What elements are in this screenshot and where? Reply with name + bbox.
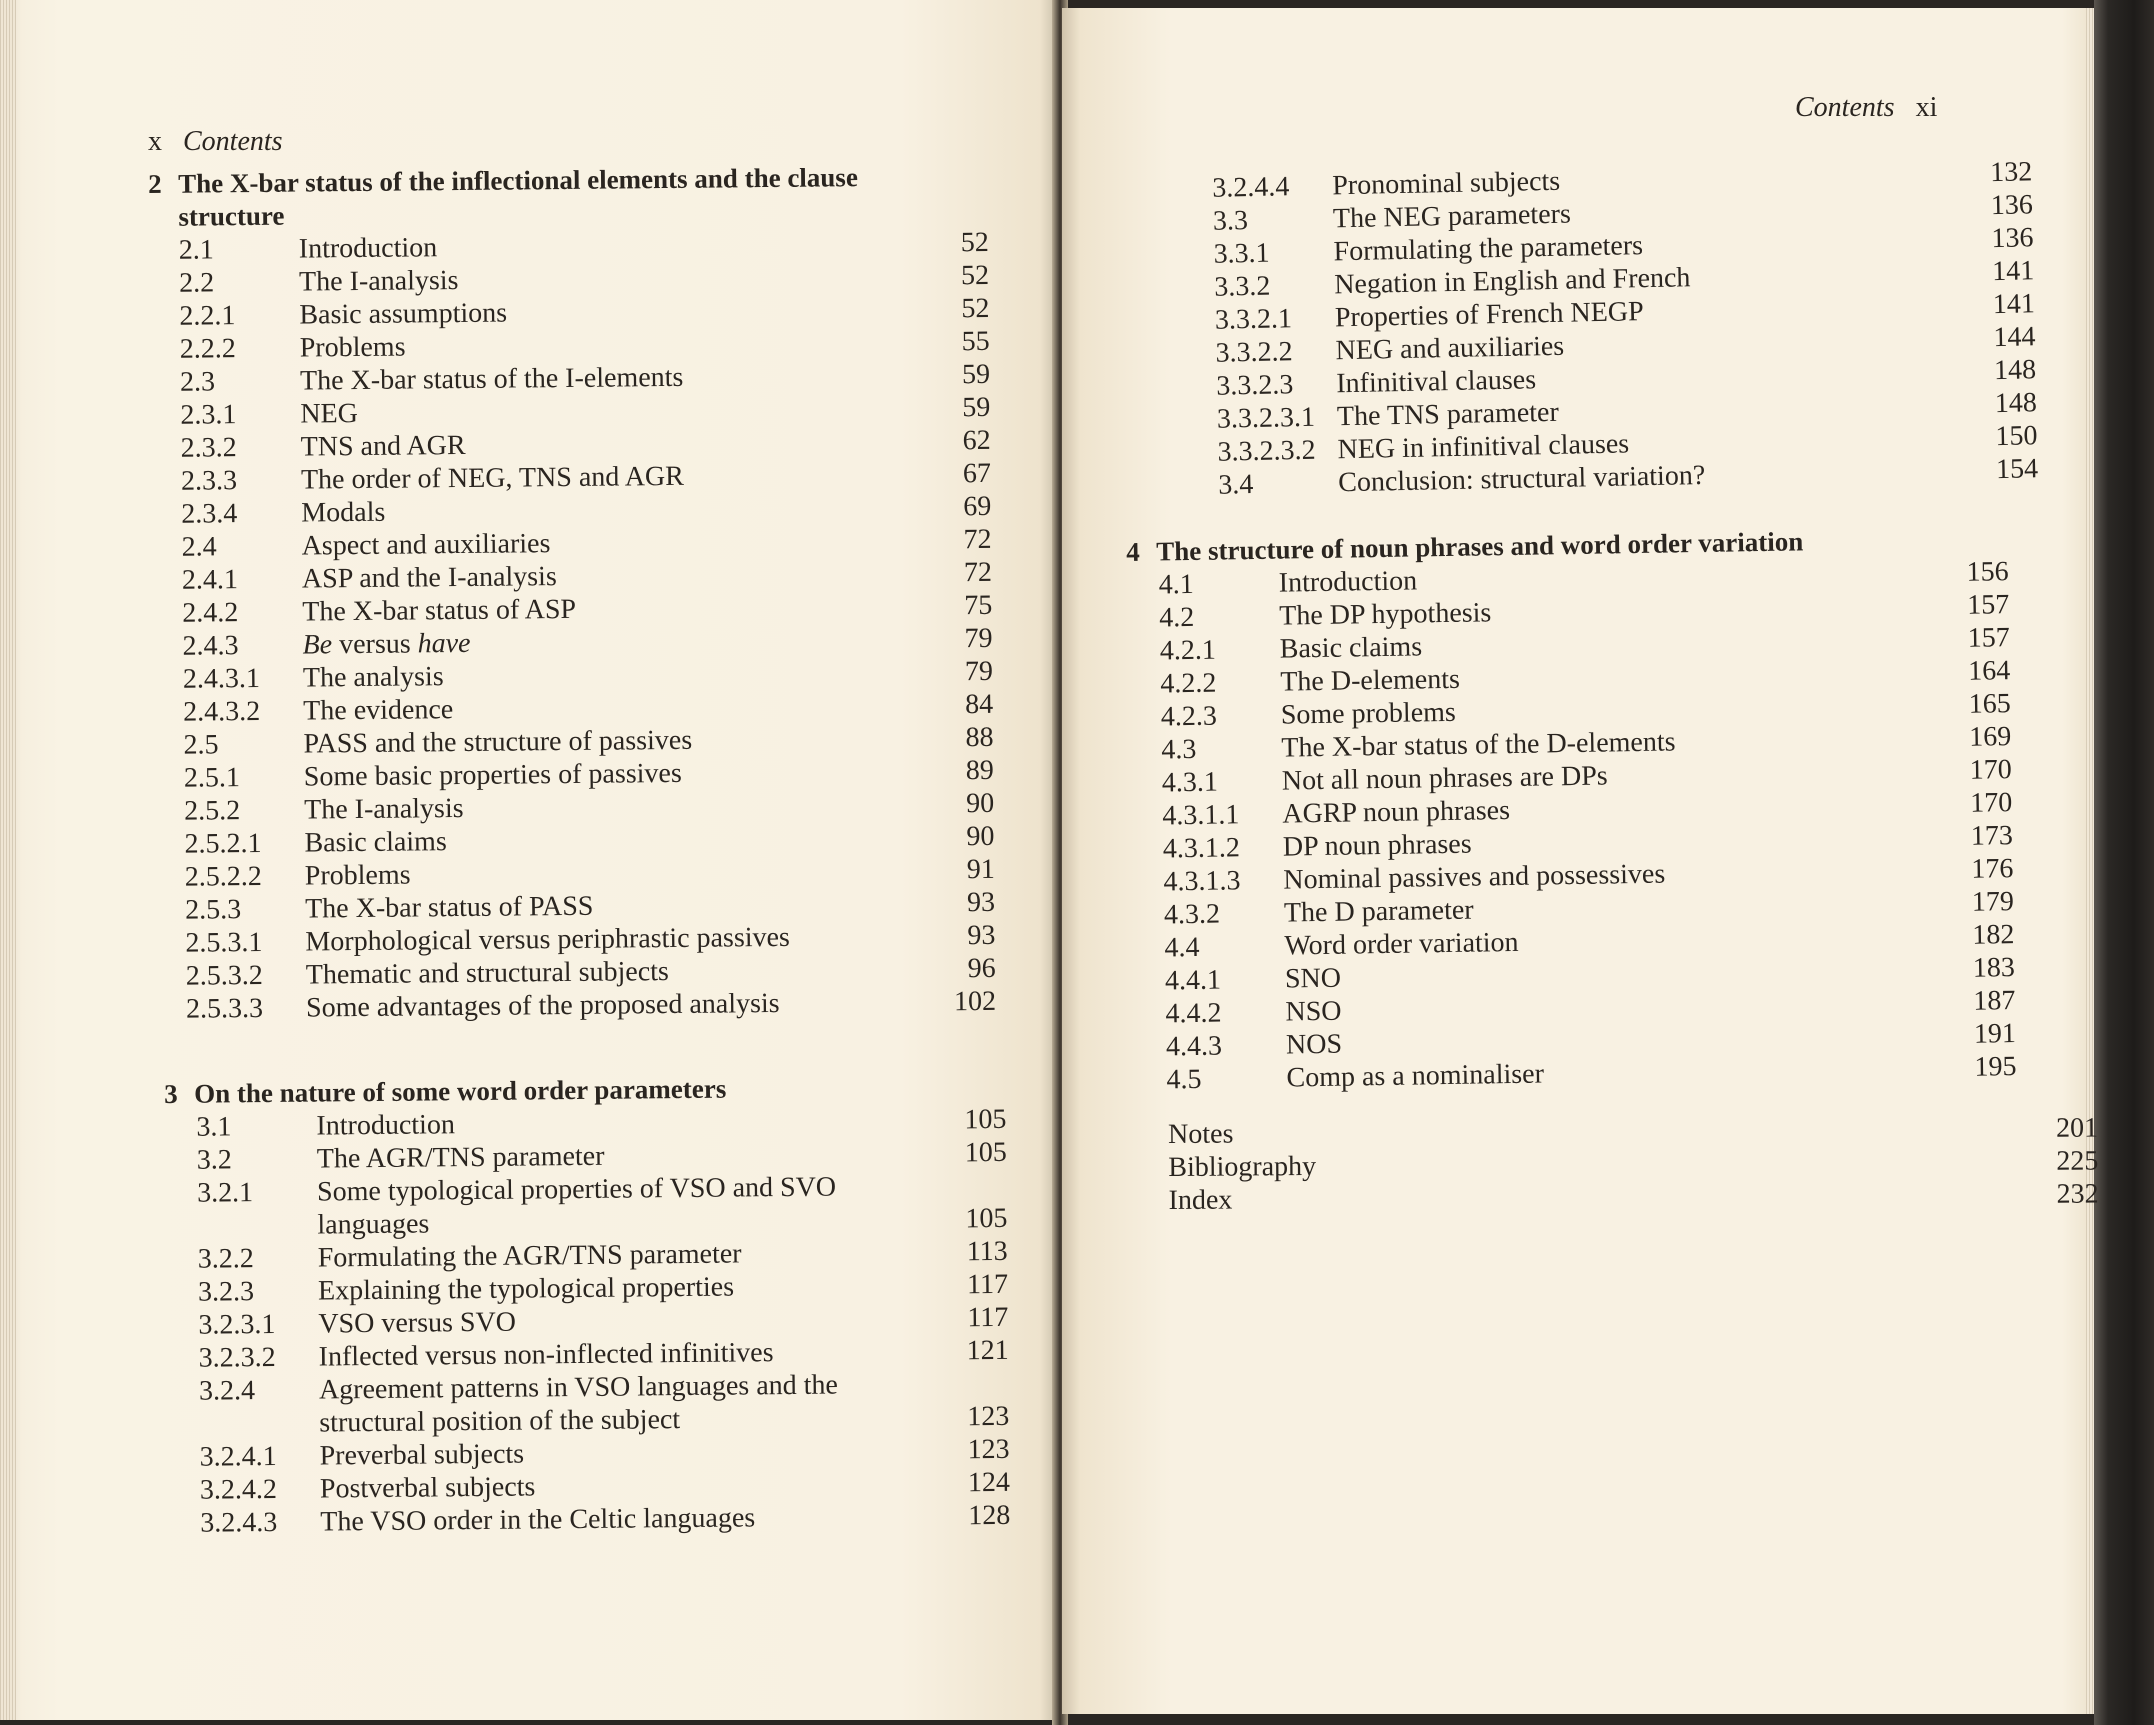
section-number: 3.3.2.2 (1215, 336, 1293, 369)
section-number: 3.2.4 (198, 1375, 256, 1407)
page-number: 156 (1966, 556, 2009, 588)
page-number: 179 (1971, 886, 2015, 918)
section-number: 3.2.3 (197, 1276, 255, 1308)
section-title: Introduction (298, 232, 438, 265)
section-title: Infinitival clauses (1335, 364, 1537, 400)
page-number: 90 (966, 820, 995, 853)
section-number: 4.4.3 (1165, 1030, 1223, 1063)
chapter-4-block (1126, 522, 2015, 1097)
section-number: 2.2 (178, 267, 215, 299)
toc-entry (197, 1169, 1026, 1243)
page-number: 96 (967, 952, 996, 985)
section-number: 2.3 (179, 366, 216, 398)
section-title: Index (1168, 1184, 1233, 1216)
section-number: 2.4 (181, 531, 217, 563)
section-title: Notes (1168, 1118, 1234, 1150)
page-number: 105 (964, 1103, 1007, 1136)
page-number: 123 (967, 1433, 1010, 1466)
section-number: 2.5.1 (183, 762, 241, 794)
section-number: 4.4.1 (1164, 964, 1222, 997)
title-part: versus (331, 628, 418, 661)
section-title: Problems (304, 859, 411, 892)
page-number: 136 (1990, 189, 2034, 222)
page-number: 148 (1994, 387, 2038, 420)
section-title: Inflected versus non-inflected infinitives (318, 1337, 774, 1373)
section-number: 3.2.4.2 (199, 1473, 278, 1506)
page-number: 75 (964, 589, 993, 622)
title-part: have (417, 627, 471, 660)
section-number: 2.5.3.3 (185, 992, 264, 1025)
section-title: The I-analysis (298, 265, 459, 298)
section-title: TNS and AGR (300, 429, 466, 463)
section-title: Postverbal subjects (319, 1471, 536, 1505)
page-number: 176 (1971, 853, 2014, 885)
page-number: 195 (1974, 1051, 2017, 1083)
section-number: 4.1 (1158, 568, 1195, 601)
page-number: 59 (961, 358, 991, 391)
section-number: 2.4.3.1 (182, 662, 261, 695)
left-page (0, 0, 1058, 1720)
chapter-number: 4 (1126, 536, 1140, 567)
section-title: The NEG parameters (1332, 198, 1572, 235)
page-number: 232 (2056, 1178, 2099, 1210)
section-number: 2.3.3 (180, 465, 238, 497)
section-number: 2.2.1 (179, 300, 236, 332)
section-number: 2.5.2.2 (184, 860, 262, 893)
section-number: 3.1 (196, 1111, 232, 1143)
running-head-left (148, 126, 283, 158)
title-part: Be (302, 629, 333, 661)
section-number: 2.3.4 (181, 498, 238, 530)
page-number: 79 (964, 655, 994, 688)
section-number: 2.5.2 (184, 795, 241, 827)
page-number: 128 (968, 1499, 1011, 1532)
section-number: 4.3.2 (1163, 898, 1221, 931)
section-title: Formulating the AGR/TNS parameter (317, 1238, 742, 1274)
section-title: Formulating the parameters (1333, 230, 1644, 268)
section-title: The D parameter (1283, 894, 1474, 929)
page-number: 170 (1970, 787, 2013, 819)
chapter-3-entries (196, 1103, 1028, 1540)
section-title: Nominal passives and possessives (1283, 858, 1666, 896)
folio: x (148, 126, 162, 157)
section-number: 3.3.2 (1213, 270, 1271, 303)
page-number: 79 (964, 622, 993, 655)
chapter-title-line2: structure (178, 200, 285, 232)
section-number: 2.4.1 (181, 564, 239, 596)
section-number: 4.4.2 (1165, 997, 1222, 1030)
section-number: 2.5.3.2 (185, 959, 263, 992)
page-number: 72 (963, 523, 992, 556)
section-title: The analysis (302, 661, 444, 694)
section-number: 4.2.1 (1159, 634, 1217, 667)
section-title: NEG in infinitival clauses (1337, 428, 1630, 466)
page-number: 169 (1969, 721, 2012, 753)
page-number: 59 (962, 391, 991, 424)
chapter-title-text: The structure of noun phrases and word order variation (1156, 526, 1804, 567)
section-number: 3.3.2.3 (1215, 369, 1294, 402)
page-number: 55 (961, 325, 990, 358)
section-title: NEG and auxiliaries (1335, 330, 1565, 367)
page-number: 136 (1991, 222, 2034, 255)
page-number: 154 (1995, 453, 2039, 486)
section-number: 2.3.2 (180, 432, 237, 464)
section-number: 3.3.1 (1213, 237, 1270, 270)
page-number: 187 (1973, 985, 2016, 1017)
section-title: Thematic and structural subjects (305, 956, 669, 991)
page-edges (2086, 8, 2094, 1714)
section-title: The TNS parameter (1336, 396, 1560, 433)
section-title: Explaining the typological properties (317, 1271, 735, 1307)
section-title: Some advantages of the proposed analysis (305, 987, 780, 1024)
section-number: 2.4.2 (182, 597, 239, 629)
chapter-2-title (148, 160, 1009, 234)
page-number: 105 (964, 1136, 1007, 1169)
page-number: 144 (1993, 321, 2036, 354)
section-title: VSO versus SVO (318, 1306, 517, 1340)
section-title: Morphological versus periphrastic passives (305, 921, 791, 958)
page-number: 52 (960, 226, 989, 259)
chapter-3-continued-block (1150, 155, 2039, 503)
section-number: 4.2 (1159, 601, 1195, 634)
section-title: PASS and the structure of passives (303, 724, 693, 760)
page-number: 132 (1989, 156, 2033, 189)
section-title: Agreement patterns in VSO languages and the structural position of the subject (318, 1369, 839, 1439)
section-number: 3.2.1 (196, 1177, 254, 1209)
section-title: Aspect and auxiliaries (301, 528, 551, 562)
page-number: 183 (1972, 952, 2016, 984)
section-title: Basic assumptions (299, 297, 508, 331)
page-number: 150 (1995, 420, 2038, 453)
section-number: 3.2.2 (197, 1243, 254, 1275)
page-number: 62 (962, 424, 991, 457)
section-number: 2.4.3 (182, 630, 239, 662)
section-title: NOS (1285, 1028, 1343, 1061)
section-number: 3.3.2.1 (1214, 303, 1293, 336)
page-number: 148 (1993, 354, 2037, 387)
section-title: Problems (299, 331, 406, 364)
page-number: 165 (1968, 688, 2011, 720)
section-title (302, 627, 470, 662)
page-number: 117 (966, 1268, 1009, 1301)
page-number: 93 (966, 886, 996, 919)
toc-entry (199, 1367, 1028, 1441)
page-number: 113 (966, 1235, 1008, 1268)
section-number: 2.2.2 (179, 333, 236, 365)
page-number: 164 (1967, 655, 2011, 687)
section-title: Conclusion: structural variation? (1337, 459, 1706, 499)
chapter-4-entries (1159, 555, 2015, 1096)
section-title: AGRP noun phrases (1282, 795, 1511, 830)
section-number: 4.3 (1161, 733, 1197, 766)
page-number: 182 (1972, 919, 2015, 951)
section-number: 2.1 (178, 234, 214, 266)
section-number: 2.5.2.1 (184, 827, 262, 860)
section-title: Preverbal subjects (319, 1438, 525, 1472)
folio: xi (1915, 92, 1938, 123)
section-title: Properties of French NEGP (1334, 296, 1644, 334)
page-number: 141 (1991, 255, 2035, 288)
page-number: 157 (1966, 589, 2010, 621)
section-title: Some basic properties of passives (303, 757, 682, 793)
page-number: 124 (967, 1466, 1011, 1499)
running-head-label: Contents (1795, 92, 1895, 123)
section-title: The I-analysis (304, 793, 464, 826)
section-title: NEG (300, 397, 359, 430)
section-number: 2.5.3.1 (185, 926, 263, 959)
chapter-3-continued-entries (1212, 155, 2039, 501)
section-title: The evidence (303, 694, 454, 727)
page-number: 121 (966, 1334, 1009, 1367)
back-matter-block (1168, 1112, 2099, 1217)
section-number: 2.5 (183, 729, 219, 761)
page-number: 225 (2056, 1145, 2099, 1177)
section-number: 3.3.2.3.2 (1217, 434, 1316, 468)
chapter-2-entries (179, 226, 1017, 1026)
section-title: Some problems (1280, 696, 1457, 731)
section-number: 4.4 (1164, 931, 1200, 964)
section-title: Comp as a nominaliser (1286, 1058, 1545, 1094)
section-number: 3.2.3.1 (198, 1308, 276, 1341)
section-title: The D-elements (1280, 663, 1461, 698)
section-number: 3.4 (1217, 468, 1254, 501)
section-number: 3.3.2.3.1 (1216, 401, 1316, 435)
section-title: The X-bar status of ASP (302, 593, 577, 628)
page-number: 84 (965, 688, 994, 721)
section-title: DP noun phrases (1282, 828, 1472, 863)
page-number: 67 (962, 457, 992, 490)
page-number: 88 (965, 721, 994, 754)
section-title: Word order variation (1284, 926, 1519, 962)
book-cover-edge (2094, 0, 2154, 1725)
toc-entry (186, 985, 1016, 1026)
back-matter-entries (1168, 1112, 2099, 1217)
page-number: 157 (1967, 622, 2010, 654)
section-title: Not all noun phrases are DPs (1281, 760, 1608, 797)
section-title: SNO (1284, 962, 1342, 995)
toc-entry (200, 1499, 1028, 1540)
section-title: The VSO order in the Celtic languages (320, 1502, 756, 1538)
section-title: The order of NEG, TNS and AGR (300, 460, 685, 496)
page-number: 201 (2055, 1112, 2099, 1144)
section-title: The X-bar status of the I-elements (299, 361, 684, 397)
section-number: 3.2.3.2 (198, 1341, 276, 1374)
toc-entry (1168, 1178, 2099, 1217)
page-number: 117 (967, 1301, 1009, 1334)
section-title: Introduction (1278, 565, 1418, 599)
section-number: 4.3.1.2 (1162, 832, 1241, 865)
section-title: ASP and the I-analysis (301, 561, 557, 595)
section-number: 4.5 (1166, 1063, 1202, 1096)
page-number: 141 (1992, 288, 2036, 321)
running-head-label: Contents (183, 126, 283, 157)
page-number: 69 (963, 490, 992, 523)
page-number: 123 (967, 1400, 1010, 1433)
section-title: Bibliography (1168, 1150, 1317, 1183)
section-number: 2.5.3 (184, 894, 242, 926)
page-number: 170 (1969, 754, 2013, 786)
section-title: Pronominal subjects (1331, 165, 1561, 202)
page-edges (0, 0, 16, 1720)
chapter-3-block (164, 1070, 1028, 1540)
page-number: 90 (965, 787, 995, 820)
section-number: 2.4.3.2 (183, 695, 261, 728)
section-title: Basic claims (304, 826, 447, 859)
page-number: 52 (960, 259, 990, 292)
section-title: Basic claims (1279, 631, 1423, 665)
section-title: The DP hypothesis (1279, 597, 1492, 632)
section-number: 3.2.4.4 (1212, 171, 1290, 204)
page-number: 191 (1973, 1018, 2017, 1050)
section-title: The X-bar status of PASS (304, 890, 594, 925)
page-number: 93 (967, 919, 996, 952)
page-number: 91 (966, 853, 995, 886)
section-title: NSO (1285, 995, 1342, 1028)
section-number: 3.2 (196, 1144, 232, 1176)
section-title: Some typological properties of VSO and SVO languages (316, 1171, 837, 1241)
section-number: 4.3.1 (1161, 766, 1219, 799)
right-page (1062, 8, 2099, 1714)
running-head-right (1795, 92, 1937, 124)
chapter-number: 3 (164, 1078, 178, 1109)
chapter-title-text: On the nature of some word order parameters (194, 1073, 727, 1109)
section-number: 3.2.4.1 (199, 1440, 277, 1473)
chapter-2-block (148, 160, 1016, 1026)
section-title: Modals (301, 496, 386, 529)
section-number: 3.3 (1212, 205, 1249, 237)
page-number: 105 (965, 1202, 1008, 1235)
section-title: The AGR/TNS parameter (316, 1140, 605, 1175)
section-number: 4.3.1.3 (1163, 865, 1241, 898)
section-number: 2.3.1 (180, 399, 237, 431)
section-number: 4.2.3 (1160, 700, 1218, 733)
section-title: Introduction (316, 1109, 456, 1142)
chapter-title-line1: The X-bar status of the inflectional elements and the clause (178, 162, 858, 199)
page-number: 52 (961, 292, 990, 325)
section-title: Negation in English and French (1333, 262, 1691, 301)
section-number: 3.2.4.3 (200, 1506, 278, 1539)
page-number: 102 (953, 985, 997, 1018)
section-number: 4.3.1.1 (1162, 799, 1240, 832)
chapter-number: 2 (148, 168, 162, 199)
page-number: 173 (1970, 820, 2014, 852)
section-number: 4.2.2 (1160, 667, 1217, 700)
section-title: The X-bar status of the D-elements (1281, 726, 1676, 764)
page-number: 72 (963, 556, 993, 589)
page-number: 89 (965, 754, 994, 787)
